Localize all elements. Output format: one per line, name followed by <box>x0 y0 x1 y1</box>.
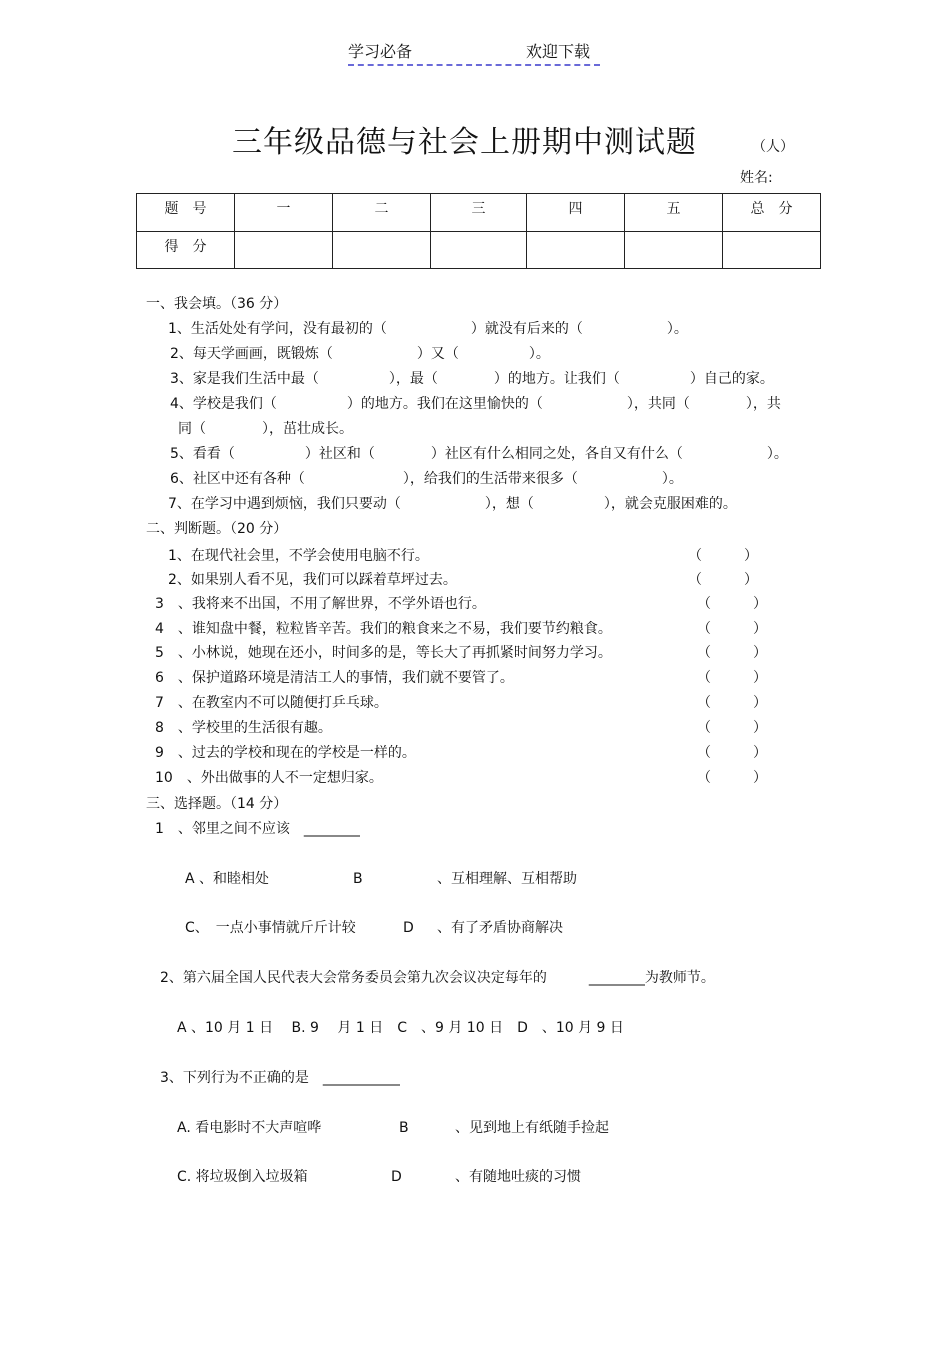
judge-item: 6 、保护道路环境是清洁工人的事情，我们就不要管了。 <box>155 670 514 686</box>
choice-option-d[interactable]: 、有了矛盾协商解决 <box>437 920 563 936</box>
choice-option-a[interactable]: A. 看电影时不大声喧哗 <box>177 1120 322 1136</box>
choice-option-b[interactable]: 、见到地上有纸随手捡起 <box>455 1120 609 1136</box>
page-title: 三年级品德与社会上册期中测试题 <box>232 125 697 160</box>
score-table <box>136 193 821 269</box>
choice-option-b-letter[interactable]: B <box>399 1120 409 1136</box>
score-input-cell[interactable] <box>333 231 431 269</box>
choice-option-d-letter[interactable]: D <box>403 920 414 936</box>
judge-item: 5 、小林说，她现在还小，时间多的是，等长大了再抓紧时间努力学习。 <box>155 645 612 661</box>
answer-bracket[interactable]: （ ） <box>688 548 758 564</box>
fill-item: 4、学校是我们（ ）的地方。我们在这里愉快的（ ），共同（ ），共 <box>170 396 781 412</box>
answer-bracket[interactable]: （ ） <box>697 720 767 736</box>
choice-option-d-letter[interactable]: D <box>391 1169 402 1185</box>
choice-option-c[interactable]: C. 将垃圾倒入垃圾箱 <box>177 1169 308 1185</box>
header-left: 学习必备 <box>348 42 413 61</box>
answer-bracket[interactable]: （ ） <box>697 645 767 661</box>
score-input-cell[interactable] <box>625 231 723 269</box>
answer-bracket[interactable]: （ ） <box>697 695 767 711</box>
header-right: 欢迎下载 <box>526 42 591 61</box>
edition-label: （人） <box>752 139 794 155</box>
score-cell: 二 <box>333 194 431 232</box>
score-input-cell[interactable] <box>527 231 625 269</box>
judge-item: 1、在现代社会里，不学会使用电脑不行。 <box>168 548 429 564</box>
answer-bracket[interactable]: （ ） <box>697 770 767 786</box>
choice-option-c[interactable]: C、 一点小事情就斤斤计较 <box>185 920 356 936</box>
section3-heading: 三、选择题。（14 分） <box>146 796 288 812</box>
judge-item: 7 、在教室内不可以随便打乒乓球。 <box>155 695 388 711</box>
score-cell: 四 <box>527 194 625 232</box>
section2-heading: 二、判断题。（20 分） <box>146 521 288 537</box>
header-divider <box>348 64 600 66</box>
judge-item: 9 、过去的学校和现在的学校是一样的。 <box>155 745 416 761</box>
fill-item: 2、每天学画画，既锻炼（ ）又（ ）。 <box>170 346 550 362</box>
score-table-score-row <box>137 231 821 269</box>
fill-item: 3、家是我们生活中最（ ），最（ ）的地方。让我们（ ）自己的家。 <box>170 371 774 387</box>
choice-question-3: 3、下列行为不正确的是 ___________ <box>160 1070 400 1086</box>
choice-option-b-letter[interactable]: B <box>353 871 363 887</box>
score-cell: 三 <box>431 194 527 232</box>
section1-heading: 一、我会填。（36 分） <box>146 296 288 312</box>
score-cell: 五 <box>625 194 723 232</box>
choice-options-q2[interactable]: A 、10 月 1 日 B. 9 月 1 日 C 、9 月 10 日 D 、10 月 9 日 <box>177 1020 624 1036</box>
fill-item: 7、在学习中遇到烦恼，我们只要动（ ），想（ ），就会克服困难的。 <box>168 496 737 512</box>
choice-option-d[interactable]: 、有随地吐痰的习惯 <box>455 1169 581 1185</box>
score-cell: 一 <box>235 194 333 232</box>
choice-question-1: 1 、邻里之间不应该 ________ <box>155 821 360 837</box>
name-label: 姓名: <box>740 170 773 186</box>
fill-item: 5、看看（ ）社区和（ ）社区有什么相同之处，各自又有什么（ ）。 <box>170 446 788 462</box>
choice-question-2: 2、第六届全国人民代表大会常务委员会第九次会议决定每年的 ________为教师节。 <box>160 970 715 986</box>
score-cell: 总 分 <box>723 194 821 232</box>
answer-bracket[interactable]: （ ） <box>688 572 758 588</box>
judge-item: 3 、我将来不出国，不用了解世界，不学外语也行。 <box>155 596 486 612</box>
judge-item: 8 、学校里的生活很有趣。 <box>155 720 332 736</box>
score-input-cell[interactable] <box>235 231 333 269</box>
answer-bracket[interactable]: （ ） <box>697 745 767 761</box>
score-table-header-row <box>137 194 821 232</box>
choice-option-b[interactable]: 、互相理解、互相帮助 <box>437 871 577 887</box>
fill-item: 同（ ），茁壮成长。 <box>178 421 353 437</box>
judge-item: 4 、谁知盘中餐，粒粒皆辛苦。我们的粮食来之不易，我们要节约粮食。 <box>155 621 612 637</box>
judge-item: 2、如果别人看不见，我们可以踩着草坪过去。 <box>168 572 457 588</box>
score-input-cell[interactable] <box>431 231 527 269</box>
answer-bracket[interactable]: （ ） <box>697 670 767 686</box>
fill-item: 6、社区中还有各种（ ），给我们的生活带来很多（ ）。 <box>170 471 683 487</box>
answer-bracket[interactable]: （ ） <box>697 596 767 612</box>
choice-option-a[interactable]: A 、和睦相处 <box>185 871 270 887</box>
score-input-cell[interactable] <box>723 231 821 269</box>
score-cell: 题 号 <box>137 194 235 232</box>
fill-item: 1、生活处处有学问，没有最初的（ ）就没有后来的（ ）。 <box>168 321 688 337</box>
judge-item: 10 、外出做事的人不一定想归家。 <box>155 770 383 786</box>
score-cell: 得 分 <box>137 231 235 269</box>
answer-bracket[interactable]: （ ） <box>697 621 767 637</box>
